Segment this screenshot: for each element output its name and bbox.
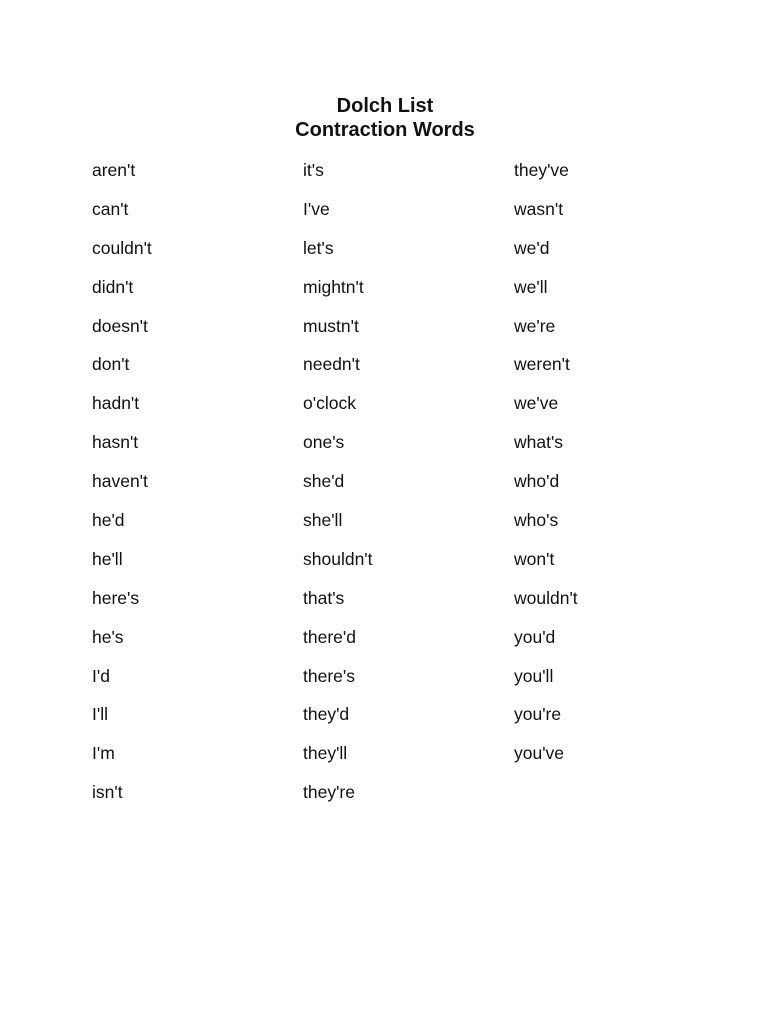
contraction-word: didn't	[92, 276, 134, 297]
contraction-word: aren't	[92, 160, 136, 180]
contraction-word: you've	[514, 743, 565, 764]
title-line-1: Dolch List	[336, 95, 434, 117]
contraction-word: I'm	[92, 743, 115, 764]
word-column-1	[92, 159, 152, 820]
contraction-word: they'll	[303, 743, 348, 764]
contraction-word: you're	[514, 704, 562, 725]
contraction-word: can't	[92, 198, 129, 219]
contraction-word: we've	[514, 393, 559, 414]
contraction-word: who's	[514, 510, 559, 531]
contraction-word: haven't	[92, 471, 148, 492]
word-column-3	[514, 159, 578, 781]
contraction-word: I'll	[92, 704, 108, 725]
contraction-word: hasn't	[92, 432, 139, 453]
contraction-word: he'll	[92, 548, 123, 569]
contraction-word: weren't	[514, 354, 570, 375]
contraction-word: that's	[303, 587, 345, 608]
contraction-word: they've	[514, 160, 569, 180]
word-columns	[0, 159, 770, 819]
contraction-word: one's	[303, 432, 345, 453]
contraction-word: he'd	[92, 510, 125, 531]
contraction-word: he's	[92, 626, 124, 647]
contraction-word: mustn't	[303, 315, 359, 336]
contraction-word: they're	[303, 782, 355, 803]
contraction-word: o'clock	[303, 393, 356, 414]
contraction-word: hadn't	[92, 393, 140, 414]
contraction-word: couldn't	[92, 237, 152, 258]
contraction-word: mightn't	[303, 276, 364, 297]
contraction-word: doesn't	[92, 315, 148, 336]
contraction-word: what's	[514, 432, 564, 453]
word-column-2	[303, 159, 373, 820]
contraction-word: I've	[303, 198, 330, 219]
contraction-word: wasn't	[514, 198, 564, 219]
contraction-word: there'd	[303, 626, 356, 647]
contraction-word: who'd	[514, 471, 560, 492]
contraction-word: needn't	[303, 354, 360, 375]
contraction-word: you'd	[514, 626, 556, 647]
contraction-word: let's	[303, 237, 334, 258]
contraction-word: they'd	[303, 704, 350, 725]
contraction-word: shouldn't	[303, 548, 373, 569]
contraction-word: I'd	[92, 665, 110, 686]
contraction-word: don't	[92, 354, 130, 375]
contraction-word: she'd	[303, 471, 345, 492]
title-line-2: Contraction Words	[295, 119, 475, 141]
contraction-word: there's	[303, 665, 355, 686]
contraction-word: you'll	[514, 665, 554, 686]
contraction-word: it's	[303, 160, 324, 180]
contraction-word: she'll	[303, 510, 343, 531]
contraction-word: we're	[514, 315, 556, 336]
document-title	[0, 94, 770, 142]
contraction-word: here's	[92, 587, 140, 608]
contraction-word: we'll	[514, 276, 548, 297]
contraction-word: won't	[514, 548, 555, 569]
contraction-word: we'd	[514, 237, 550, 258]
contraction-word: isn't	[92, 782, 123, 803]
contraction-word: wouldn't	[514, 587, 578, 608]
